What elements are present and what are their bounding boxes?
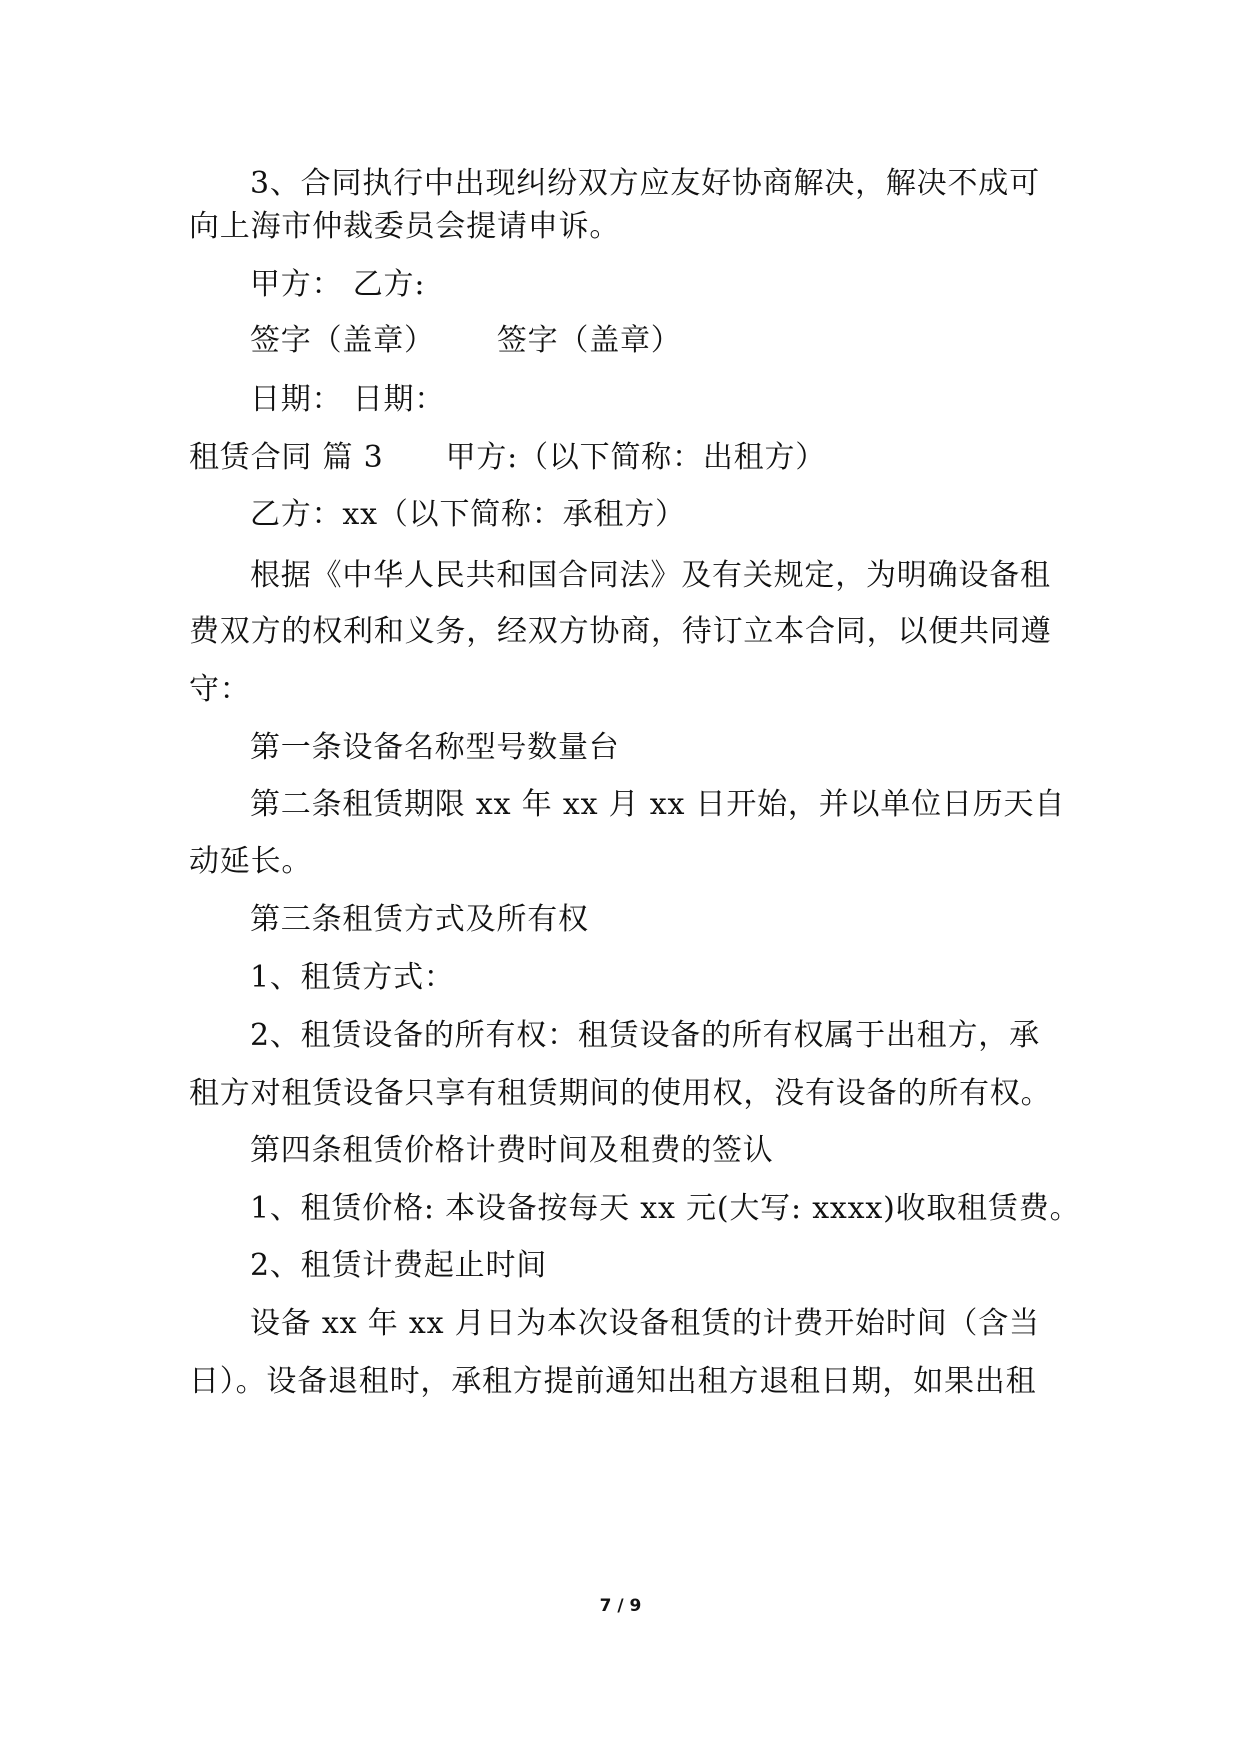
paragraph-line: 设备 xx 年 xx 月日为本次设备租赁的计费开始时间（含当 [250, 1306, 1040, 1341]
paragraph-line: 费双方的权利和义务，经双方协商，待订立本合同，以便共同遵 [189, 614, 1052, 649]
paragraph-line: 动延长。 [189, 844, 313, 879]
paragraph-line: 3、合同执行中出现纠纷双方应友好协商解决，解决不成可 [250, 166, 1040, 201]
paragraph-line: 1、租赁方式： [250, 960, 455, 995]
date-line: 日期： 日期： [250, 382, 446, 417]
signature-line [250, 321, 682, 361]
party-a-line: 甲方:（以下简称：出租方） [445, 440, 827, 475]
section-heading-line [189, 438, 826, 478]
article-heading: 第三条租赁方式及所有权 [250, 902, 589, 937]
contract-section-title: 租赁合同 篇 3 [189, 440, 384, 475]
paragraph-line: 日）。设备退租时，承租方提前通知出租方退租日期，如果出租 [189, 1364, 1037, 1399]
signature-label-party-a: 签字（盖章） [250, 323, 435, 358]
paragraph-line: 根据《中华人民共和国合同法》及有关规定，为明确设备租 [250, 558, 1051, 593]
page-number: 7 / 9 [599, 1596, 642, 1616]
party-line: 甲方： 乙方: [250, 267, 426, 302]
signature-label-party-b: 签字（盖章） [496, 323, 682, 358]
paragraph-line: 守： [189, 672, 251, 707]
party-b-line: 乙方：xx（以下简称：承租方） [250, 497, 686, 532]
paragraph-line: 向上海市仲裁委员会提请申诉。 [189, 209, 621, 244]
paragraph-line: 租方对租赁设备只享有租赁期间的使用权，没有设备的所有权。 [189, 1076, 1052, 1111]
paragraph-line: 第二条租赁期限 xx 年 xx 月 xx 日开始，并以单位日历天自 [250, 787, 1066, 822]
article-heading: 第一条设备名称型号数量台 [250, 730, 620, 765]
paragraph-line: 2、租赁计费起止时间 [250, 1248, 548, 1283]
paragraph-line: 2、租赁设备的所有权：租赁设备的所有权属于出租方，承 [250, 1018, 1040, 1053]
paragraph-line: 1、租赁价格: 本设备按每天 xx 元(大写: xxxx)收取租赁费。 [250, 1191, 1081, 1226]
article-heading: 第四条租赁价格计费时间及租费的签认 [250, 1133, 774, 1168]
